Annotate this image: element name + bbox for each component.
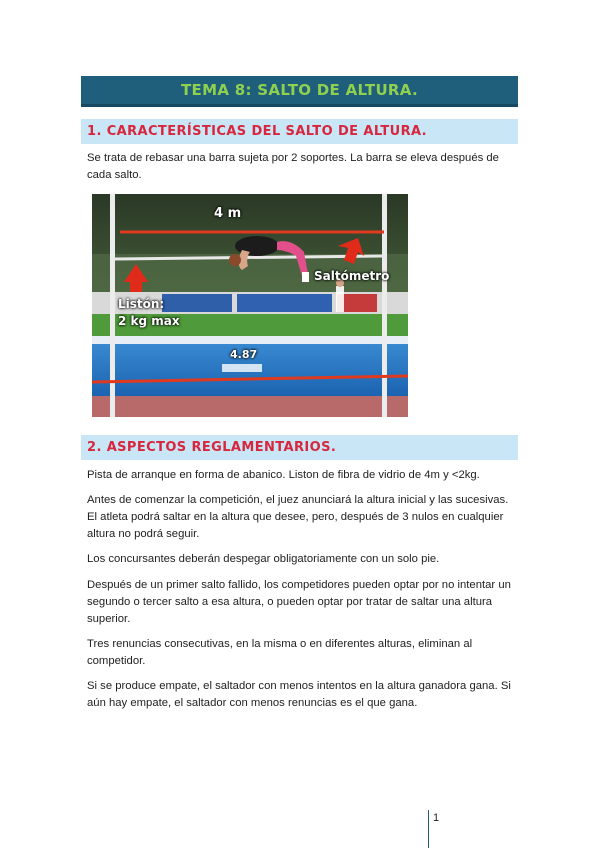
left-upright [110,194,115,417]
rule-paragraph-4: Después de un primer salto fallido, los competidores pueden optar por no intentar un segundo o tercer salto a esa altura, o pueden optar por tratar de saltar una altura superior. [87,579,511,625]
rule-paragraph-2: Antes de comenzar la competición, el juez anunciará la altura inicial y las sucesivas. El atleta podrá saltar en la altura que desee, pero, después de 3 nulos en cualquier altura no podrá seguir. [87,494,509,540]
page-number: 1 [433,812,440,824]
section-1-intro: Se trata de rebasar una barra sujeta por 2 soportes. La barra se eleva después de cada salto. [87,152,499,181]
section-2-heading-text: 2. ASPECTOS REGLAMENTARIOS. [87,440,337,455]
footer-divider [428,810,429,848]
high-jump-photo [92,194,408,417]
document-title-bar [81,76,518,107]
saltometro-label: Saltómetro [314,269,390,283]
rule-paragraph-6: Si se produce empate, el saltador con menos intentos en la altura ganadora gana. Si aún hay empate, el saltador con menos renuncias es el que gana. [87,680,511,709]
liston-label-line-2: 2 kg max [118,314,180,328]
height-label: 4.87 [230,348,258,361]
section-1-heading-text: 1. CARACTERÍSTICAS DEL SALTO DE ALTURA. [87,124,428,139]
rule-paragraph-5: Tres renuncias consecutivas, en la misma o en diferentes alturas, eliminan al competidor. [87,638,473,667]
rule-paragraph-3: Los concursantes deberán despegar obligatoriamente con un solo pie. [87,553,440,565]
section-1-heading [81,119,518,144]
width-label: 4 m [214,206,242,221]
liston-label-line-1: Listón: [118,297,165,311]
rule-paragraph-1: Pista de arranque en forma de abanico. Liston de fibra de vidrio de 4m y <2kg. [87,469,480,481]
right-upright [382,194,387,417]
runway [92,396,408,417]
document-title: TEMA 8: SALTO DE ALTURA. [181,81,418,99]
section-2-heading [81,435,518,460]
